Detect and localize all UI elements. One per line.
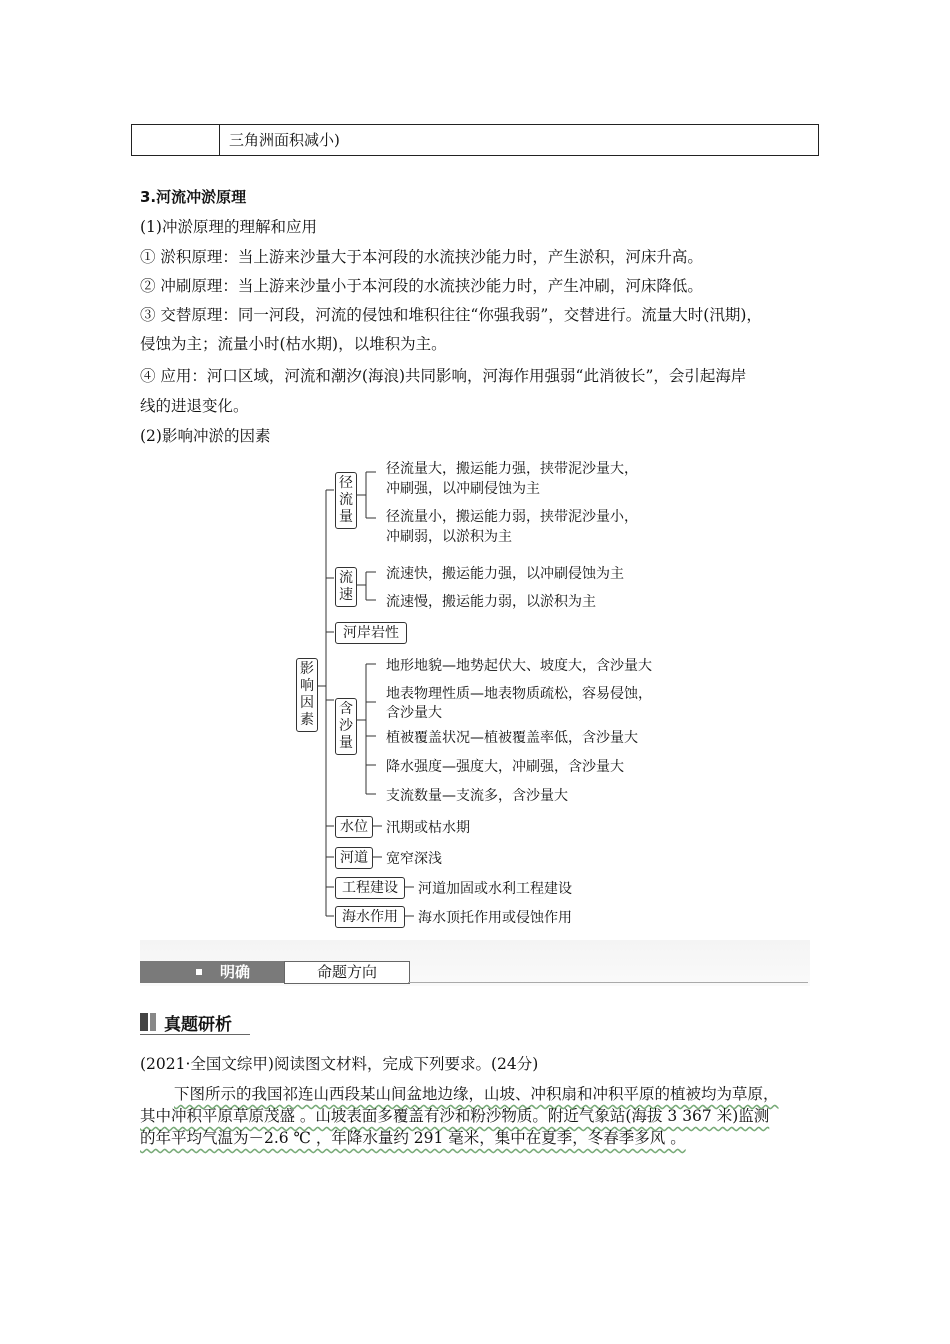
engineering-box: 工程建设 [335,877,405,899]
runoff-big-1: 径流量大，搬运能力强，挟带泥沙量大， [386,461,638,477]
water-level-box: 水位 [335,816,373,838]
passage-line-3 [140,1124,820,1152]
passage-line-3-text: 的年平均气温为－2.6 ℃ ，年降水量约 291 毫米，集中在夏季，冬春季多风 。 [140,1129,686,1147]
channel-desc: 宽窄深浅 [386,851,442,867]
banner-tag-primary [140,961,284,983]
section-title: 3.河流冲淤原理 [140,188,247,206]
runoff-box: 径流量 [335,472,357,529]
marker-icon [140,1013,148,1031]
sediment-box: 含沙量 [335,698,357,755]
banner-rule [408,982,808,983]
item-4-line-2: 线的进退变化。 [140,397,249,415]
section-banner [140,940,810,986]
subheading-1: (1)冲淤原理的理解和应用 [140,218,317,236]
sediment-tributary: 支流数量—支流多，含沙量大 [386,788,568,804]
research-title: 真题研析 [164,1015,232,1035]
table-cell: 三角洲面积减小) [229,131,340,149]
runoff-small-2: 冲刷弱，以淤积为主 [386,529,512,545]
bank-box: 河岸岩性 [335,622,407,644]
sediment-rain: 降水强度—强度大，冲刷强，含沙量大 [386,759,624,775]
root-box: 影响因素 [296,658,318,732]
marker-icon-secondary [150,1013,156,1031]
sediment-terrain: 地形地貌—地势起伏大、坡度大，含沙量大 [386,658,652,674]
velocity-box: 流速 [335,567,357,607]
velocity-slow: 流速慢，搬运能力弱，以淤积为主 [386,594,596,610]
banner-tag-primary-label: 明确 [220,963,251,981]
velocity-fast: 流速快，搬运能力强，以冲刷侵蚀为主 [386,566,624,582]
item-3-line-1: ③ 交替原理：同一河段，河流的侵蚀和堆积往往“你强我弱”，交替进行。流量大时(汛期)， [140,306,762,324]
runoff-small-1: 径流量小，搬运能力弱，挟带泥沙量小， [386,509,638,525]
banner-tag-secondary: 命题方向 [284,961,410,984]
square-icon [196,969,202,975]
passage-line-2-text: 其中冲积平原草原茂盛 。山坡表面多覆盖有沙和粉沙物质。附近气象站(海拔 3 367 米)监测 [140,1107,770,1125]
top-table [131,124,819,156]
item-4-line-1: ④ 应用：河口区域，河流和潮汐(海浪)共同影响，河海作用强弱“此消彼长”，会引起海岸 [140,367,747,385]
sediment-surface-2: 含沙量大 [386,705,442,721]
item-3-line-2: 侵蚀为主；流量小时(枯水期)，以堆积为主。 [140,335,447,353]
engineering-desc: 河道加固或水利工程建设 [418,881,572,897]
channel-box: 河道 [335,847,373,869]
research-underline [140,1034,250,1035]
sediment-vegetation: 植被覆盖状况—植被覆盖率低，含沙量大 [386,730,638,746]
water-level-desc: 汛期或枯水期 [386,820,470,836]
item-1: ① 淤积原理：当上游来沙量大于本河段的水流挟沙能力时，产生淤积，河床升高。 [140,248,703,266]
runoff-big-2: 冲刷强，以冲刷侵蚀为主 [386,481,540,497]
item-2: ② 冲刷原理：当上游来沙量小于本河段的水流挟沙能力时，产生冲刷，河床降低。 [140,277,703,295]
factor-diagram [290,450,670,940]
sediment-surface-1: 地表物理性质—地表物质疏松，容易侵蚀， [386,686,652,702]
subheading-2: (2)影响冲淤的因素 [140,427,271,445]
passage-line-1-text: 下图所示的我国祁连山西段某山间盆地边缘，山坡、冲积扇和冲积平原的植被均为草原， [174,1085,779,1103]
sea-desc: 海水顶托作用或侵蚀作用 [418,910,572,926]
question-header: (2021·全国文综甲)阅读图文材料，完成下列要求。(24分) [140,1055,539,1073]
table-divider [219,125,220,155]
sea-box: 海水作用 [335,906,405,928]
